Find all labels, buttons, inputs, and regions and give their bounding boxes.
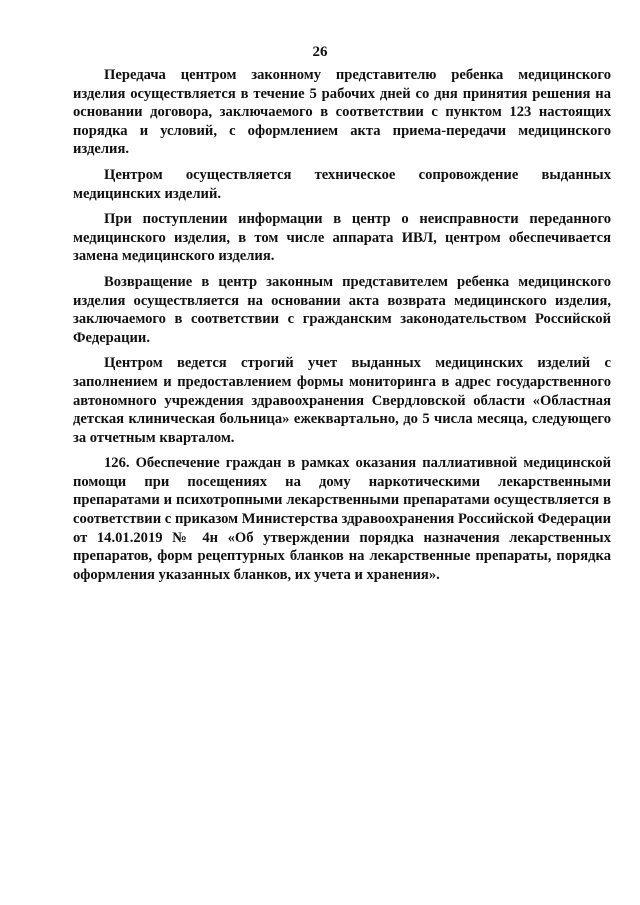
paragraph-126-palliative: 126. Обеспечение граждан в рамках оказания паллиативной медицинской помощи при посещениях на дому наркотическими лекарственными препаратами и психотропными лекарственными препаратами осуществляется в соответствии с приказом Министерства здравоохранения Российской Федерации от 14.01.2019 № 4н «Об утверждении порядка назначения лекарственных препаратов, форм рецептурных бланков на лекарственные препараты, порядка оформления указанных бланков, их учета и хранения». bbox=[73, 455, 611, 583]
paragraph-transfer: Передача центром законному представителю ребенка медицинского изделия осуществляется в течение 5 рабочих дней со дня принятия решения на основании договора, заключаемого в соответствии с пунктом 123 настоящих порядка и условий, с оформлением акта приема-передачи медицинского изделия. bbox=[73, 67, 611, 158]
paragraph-malfunction-replacement: При поступлении информации в центр о неисправности переданного медицинского изделия, в том числе аппарата ИВЛ, центром обеспечивается замена медицинского изделия. bbox=[73, 211, 611, 265]
document-body bbox=[73, 66, 611, 591]
paragraph-technical-support: Центром осуществляется техническое сопровождение выданных медицинских изделий. bbox=[73, 166, 611, 202]
paragraph-accounting: Центром ведется строгий учет выданных медицинских изделий с заполнением и предоставлением формы мониторинга в адрес государственного автономного учреждения здравоохранения Свердловской области «Областная детская клиническая больница» ежеквартально, до 5 числа месяца, следующего за отчетным кварталом. bbox=[73, 355, 611, 446]
page-number: 26 bbox=[312, 44, 328, 60]
paragraph-return: Возвращение в центр законным представителем ребенка медицинского изделия осуществляется на основании акта возврата медицинского изделия, заключаемого в соответствии с гражданским законодательством Российской Федерации. bbox=[73, 273, 611, 346]
